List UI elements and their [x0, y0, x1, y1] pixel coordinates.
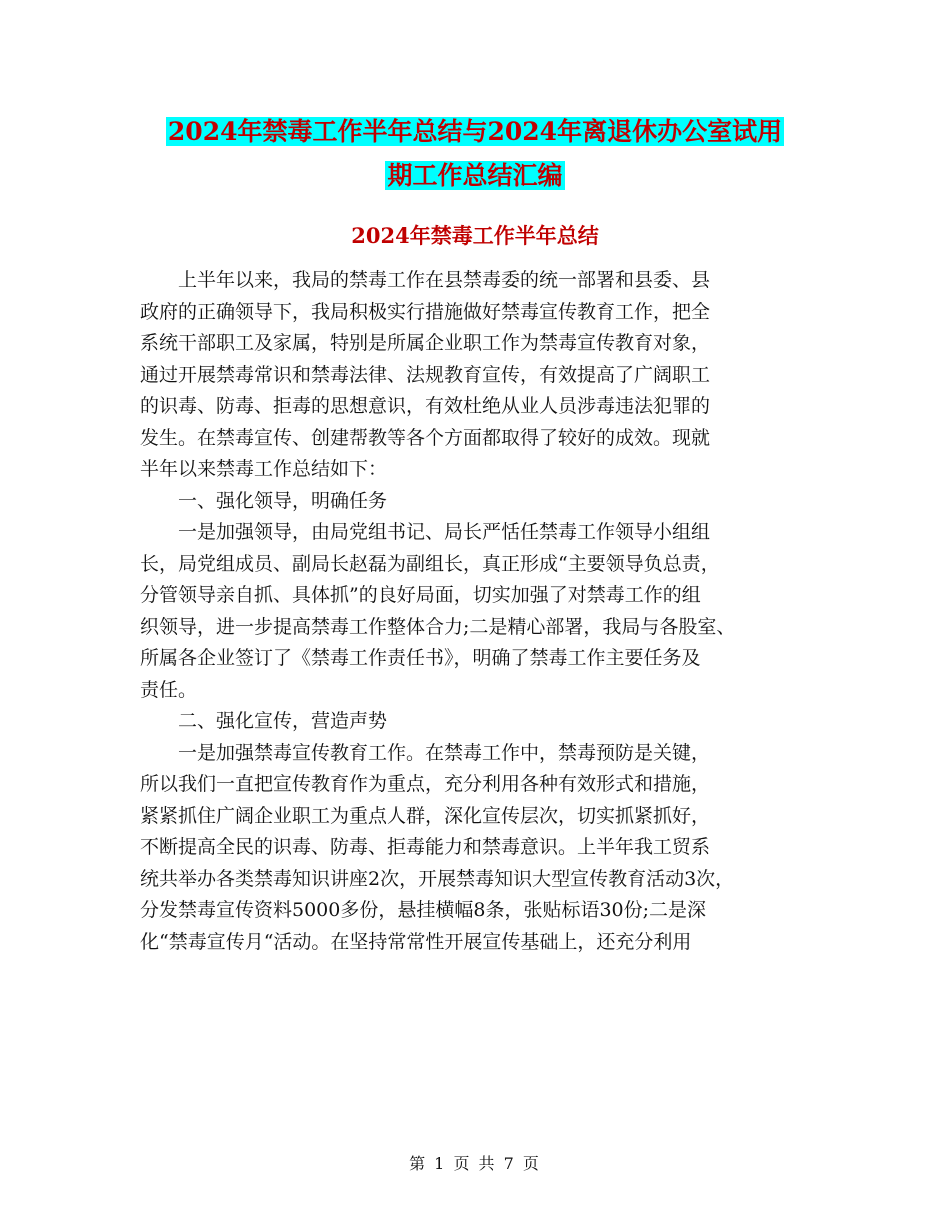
section-title: 2024年禁毒工作半年总结 [351, 223, 599, 248]
body-line: 不断提高全民的识毒、防毒、拒毒能力和禁毒意识。上半年我工贸系 [140, 836, 711, 858]
body-line: 通过开展禁毒常识和禁毒法律、法规教育宣传，有效提高了广阔职工 [140, 363, 711, 386]
body-line: 上半年以来，我局的禁毒工作在县禁毒委的统一部署和县委、县 [140, 269, 711, 291]
document-title-highlight-1: 2024年禁毒工作半年总结与2024年离退休办公室试用 [167, 117, 783, 146]
body-line: 政府的正确领导下，我局积极实行措施做好禁毒宣传教育工作，把全 [140, 300, 711, 323]
document-title-line-2 [0, 156, 950, 196]
section-heading: 二、强化宣传，营造声势 [140, 710, 388, 732]
body-line: 紧紧抓住广阔企业职工为重点人群，深化宣传层次，切实抓紧抓好， [140, 804, 711, 827]
section-heading: 一、强化领导，明确任务 [140, 489, 388, 512]
body-line: 责任。 [140, 678, 198, 701]
body-line: 分发禁毒宣传资料5000多份，悬挂横幅8条，张贴标语30份;二是深 [140, 899, 707, 921]
body-line: 统共举办各类禁毒知识讲座2次，开展禁毒知识大型宣传教育活动3次， [140, 867, 735, 890]
body-line: 系统干部职工及家属，特别是所属企业职工作为禁毒宣传教育对象， [140, 332, 711, 354]
body-line: 发生。在禁毒宣传、创建帮教等各个方面都取得了较好的成效。现就 [140, 426, 711, 449]
body-line: 分管领导亲自抓、具体抓”的良好局面，切实加强了对禁毒工作的组 [140, 584, 701, 606]
body-line: 半年以来禁毒工作总结如下： [140, 458, 388, 480]
page-number-footer: 第 1 页 共 7 页 [409, 1154, 541, 1173]
body-line: 织领导，进一步提高禁毒工作整体合力;二是精心部署，我局与各股室、 [140, 615, 736, 638]
body-line: 的识毒、防毒、拒毒的思想意识，有效杜绝从业人员涉毒违法犯罪的 [140, 395, 711, 417]
body-line: 长，局党组成员、副局长赵磊为副组长，真正形成“主要领导负总责， [140, 552, 720, 575]
body-line: 所属各企业签订了《禁毒工作责任书》，明确了禁毒工作主要任务及 [140, 647, 701, 669]
body-line: 一是加强禁毒宣传教育工作。在禁毒工作中，禁毒预防是关键， [140, 741, 711, 764]
body-line: 化“禁毒宣传月“活动。在坚持常常性开展宣传基础上，还充分利用 [140, 930, 692, 953]
body-line: 一是加强领导，由局党组书记、局长严恬任禁毒工作领导小组组 [140, 521, 711, 543]
document-title-highlight-2: 期工作总结汇编 [387, 161, 563, 190]
body-line: 所以我们一直把宣传教育作为重点，充分利用各种有效形式和措施， [140, 773, 711, 795]
document-title-line-1 [0, 112, 950, 152]
body-text [140, 265, 830, 958]
